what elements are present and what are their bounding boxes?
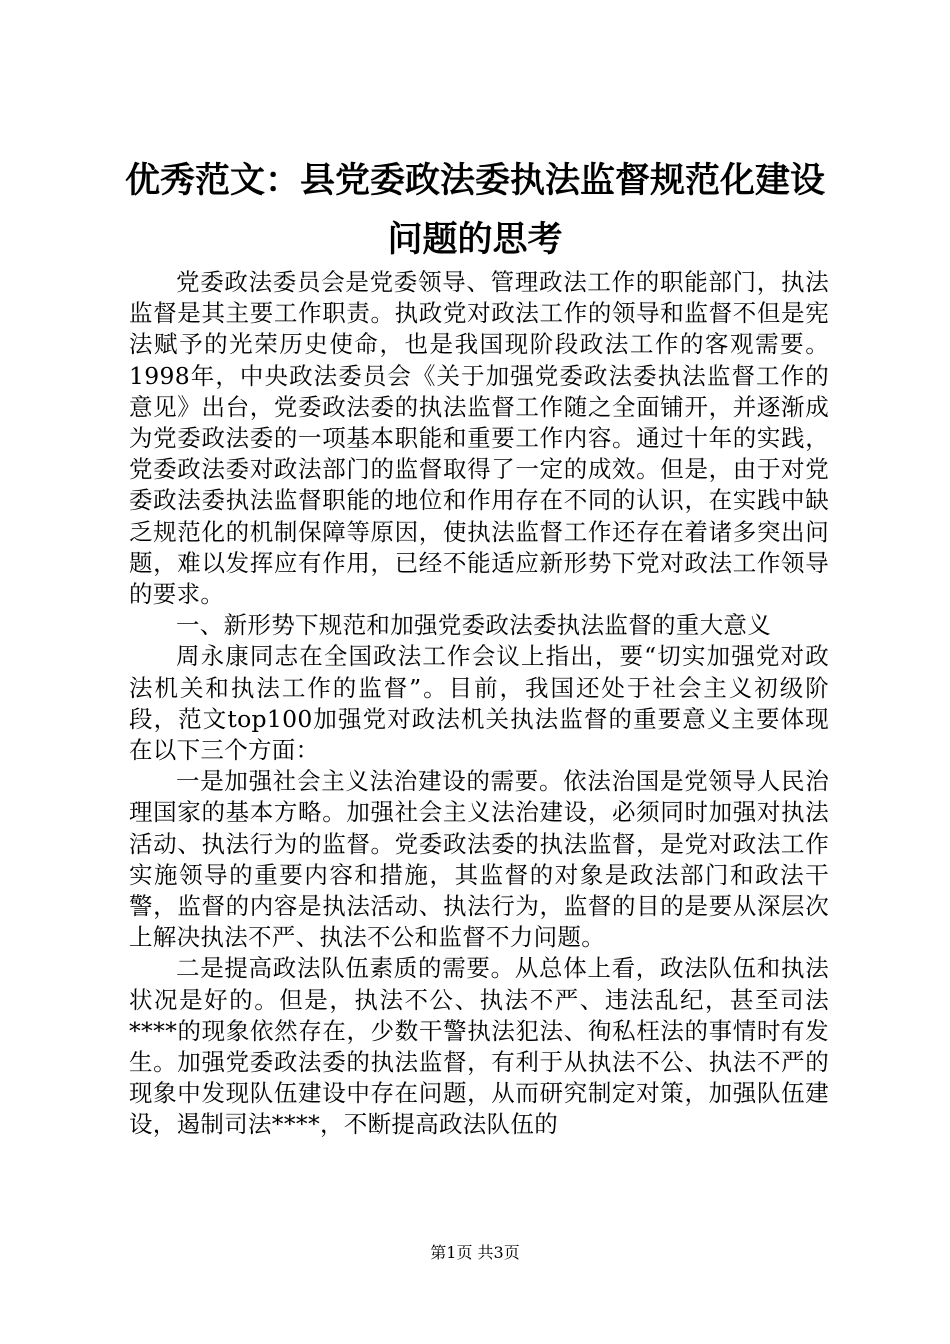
document-body [129,267,829,1141]
section-heading: 一、新形势下规范和加强党委政法委执法监督的重大意义 [176,611,771,640]
document-title-line-1: 优秀范文：县党委政法委执法监督规范化建设 [124,161,825,201]
document-title-line-2: 问题的思考 [387,220,563,260]
paragraph-quote: 周永康同志在全国政法工作会议上指出，要“切实加强党对政法机关和执法工作的监督”。目前，我国还处于社会主义初级阶段，范文top100加强党对政法机关执法监督的重要意义主要体现在以下三个方面： [129,642,829,765]
page-footer: 第1页 共3页 [430,1243,520,1262]
paragraph-point-one: 一是加强社会主义法治建设的需要。依法治国是党领导人民治理国家的基本方略。加强社会主义法治建设，必须同时加强对执法活动、执法行为的监督。党委政法委的执法监督，是党对政法工作实施领导的重要内容和措施，其监督的对象是政法部门和政法干警，监督的内容是执法活动、执法行为，监督的目的是要从深层次上解决执法不严、执法不公和监督不力问题。 [129,767,829,952]
paragraph-intro: 党委政法委员会是党委领导、管理政法工作的职能部门，执法监督是其主要工作职责。执政党对政法工作的领导和监督不但是宪法赋予的光荣历史使命，也是我国现阶段政法工作的客观需要。1998年，中央政法委员会《关于加强党委政法委执法监督工作的意见》出台，党委政法委的执法监督工作随之全面铺开，并逐渐成为党委政法委的一项基本职能和重要工作内容。通过十年的实践，党委政法委对政法部门的监督取得了一定的成效。但是，由于对党委政法委执法监督职能的地位和作用存在不同的认识，在实践中缺乏规范化的机制保障等原因，使执法监督工作还存在着诸多突出问题，难以发挥应有作用，已经不能适应新形势下党对政法工作领导的要求。 [129,268,829,609]
paragraph-point-two: 二是提高政法队伍素质的需要。从总体上看，政法队伍和执法状况是好的。但是，执法不公、执法不严、违法乱纪，甚至司法****的现象依然存在，少数干警执法犯法、徇私枉法的事情时有发生。加强党委政法委的执法监督，有利于从执法不公、执法不严的现象中发现队伍建设中存在问题，从而研究制定对策，加强队伍建设，遏制司法****，不断提高政法队伍的 [129,954,829,1139]
